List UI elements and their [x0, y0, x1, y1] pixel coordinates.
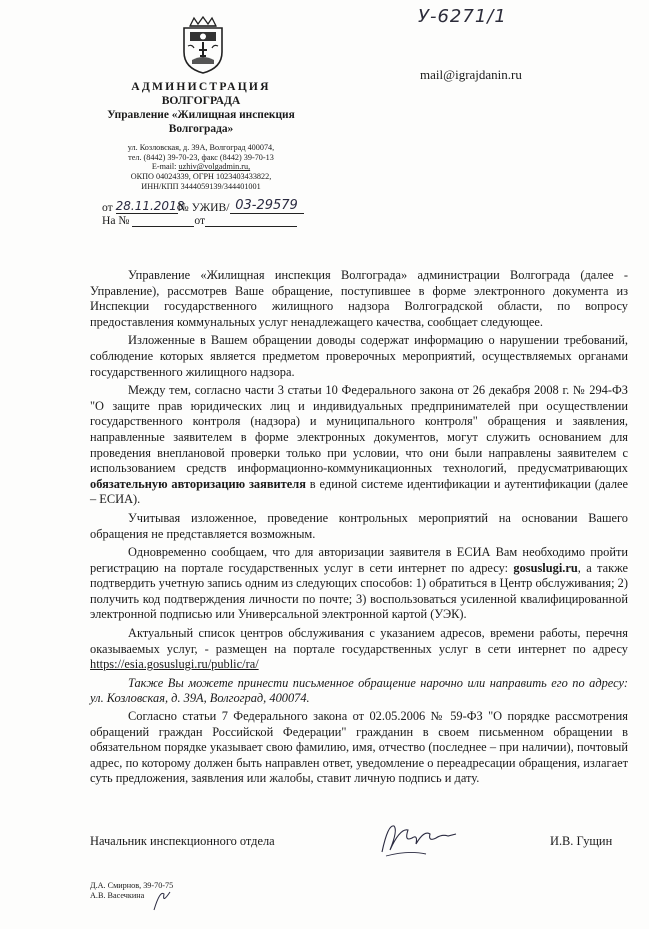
text-run: Согласно статьи 7 Федерального закона от 02.05.2006 № 59-ФЗ "О порядке рассмотрения обращений граждан Российской Федерации" гражданин в своем письменном обращении в обязательном порядке указывает свою фамилию, имя, отчество (последнее – при наличии), почтовый адрес, по которому должен быть направлен ответ, уведомление о переадресации обращения, излагает суть предложения, заявления или жалобы, ставит личную подпись и дату. [90, 709, 628, 786]
sender-email-label: E-mail: [151, 162, 179, 172]
reply-to-date-blank [205, 226, 297, 227]
text-run: Учитывая изложенное, проведение контрольных мероприятий на основании Вашего обращения не представляется возможным. [90, 510, 628, 541]
sender-okpo: ОКПО 04024339, ОГРН 1023403433822, [130, 172, 272, 182]
signer-position: Начальник инспекционного отдела [90, 834, 275, 848]
reply-to-number-blank [132, 226, 194, 227]
text-run: в единой системе идентификации и аутентификации (далее – ЕСИА). [90, 476, 628, 507]
sender-phone: тел. (8442) 39-70-23, факс (8442) 39-70-13 [128, 152, 274, 162]
bold-text: gosuslugi.ru [513, 560, 578, 575]
text-run: Между тем, согласно части 3 статьи 10 Федерального закона от 26 декабря 2008 г. № 294-ФЗ "О защите прав юридических лиц и индивидуальных предпринимателей при осуществлении государственного контроля (надзора) и муниципального контроля" обращения и заявления, направленные заявителем в форме электронных документов, могут служить основанием для проведения внеплановой проверки только при условии, что они были направлены заявителем с использованием средств информационно-коммуникационных технологий, предусматривающих [90, 383, 628, 476]
paragraph-p8 [90, 709, 628, 787]
paragraph-p5 [90, 545, 628, 623]
handwritten-registration-number: У-6271/1 [418, 6, 507, 27]
reply-to-label: На № [102, 214, 130, 227]
paragraph-p3 [90, 383, 628, 508]
handwritten-signature [378, 816, 458, 860]
executor-2: А.В. Васечкина [90, 891, 145, 900]
signer-name: И.В. Гущин [550, 834, 613, 848]
coat-of-arms-icon [178, 16, 228, 74]
executor-1: Д.А. Смирнов, 39-70-75 [90, 881, 174, 890]
paragraph-p7 [90, 676, 628, 707]
admin-title: АДМИНИСТРАЦИЯ [131, 80, 271, 93]
reg-number-label: № УЖИВ/ [177, 201, 230, 214]
reg-from-label: от [102, 201, 113, 214]
sender-details [95, 143, 307, 191]
reg-date: 28.11.2018 [115, 199, 185, 213]
sender-email-line [95, 162, 307, 172]
bold-text: обязательную авторизацию заявителя [90, 476, 306, 491]
text-run: Изложенные в Вашем обращении доводы содержат информацию о нарушении требований, соблюдение которых является предметом проверочных мероприятий, осуществляемых органами государственного жилищного надзора. [90, 333, 628, 379]
letter-body [90, 268, 628, 790]
sender-address: ул. Козловская, д. 39А, Волгоград 400074, [127, 143, 275, 152]
text-run: Управление «Жилищная инспекция Волгограда» администрации Волгограда (далее - Управление), рассмотрев Ваше обращение, поступившее в форме электронного документа из Инспекции государственного жилищного надзора Волгоградской области, по вопросу предоставления коммунальных услуг ненадлежащего качества, сообщает следующее. [90, 268, 628, 329]
sender-inn: ИНН/КПП 3444059139/344401001 [141, 181, 261, 191]
admin-city: ВОЛГОГРАДА [161, 94, 241, 107]
sender-email-link[interactable]: uzhiv@volgadmin.ru, [178, 162, 251, 172]
executor-initials-scribble [150, 886, 176, 914]
text-run: Также Вы можете принести письменное обращение нарочно или направить его по адресу: ул. Козловская, д. 39А, Волгоград, 400074. [90, 675, 628, 706]
department-line-1: Управление «Жилищная инспекция [107, 109, 295, 121]
text-run: , а также подтвердить учетную запись одним из следующих способов: 1) обратиться в Центр обслуживания; 2) получить код подтверждения личности по почте; 3) воспользоваться усиленной квалифицированной электронной подписью или Универсальной электронной картой (УЭК). [90, 560, 628, 622]
reply-from-label: от [194, 214, 206, 227]
reply-to-line [102, 214, 297, 227]
registration-line [102, 198, 304, 214]
text-run: Актуальный список центров обслуживания с указанием адресов, времени работы, перечня оказываемых услуг, - размещен на портале государственных услуг в сети интернет по адресу [90, 626, 628, 656]
reg-number-value: 03-29579 [230, 198, 304, 214]
recipient-email: mail@igrajdanin.ru [420, 67, 522, 82]
department-line-2: Волгограда» [168, 123, 234, 135]
text-run: Одновременно сообщаем, что для авторизации заявителя в ЕСИА Вам необходимо пройти регистрацию на портале государственных услуг в сети интернет по адресу: [90, 545, 628, 575]
paragraph-p4 [90, 511, 628, 542]
paragraph-p6 [90, 626, 628, 673]
paragraph-p2 [90, 333, 628, 380]
paragraph-p1 [90, 268, 628, 330]
portal-link[interactable]: https://esia.gosuslugi.ru/public/ra/ [90, 657, 259, 672]
